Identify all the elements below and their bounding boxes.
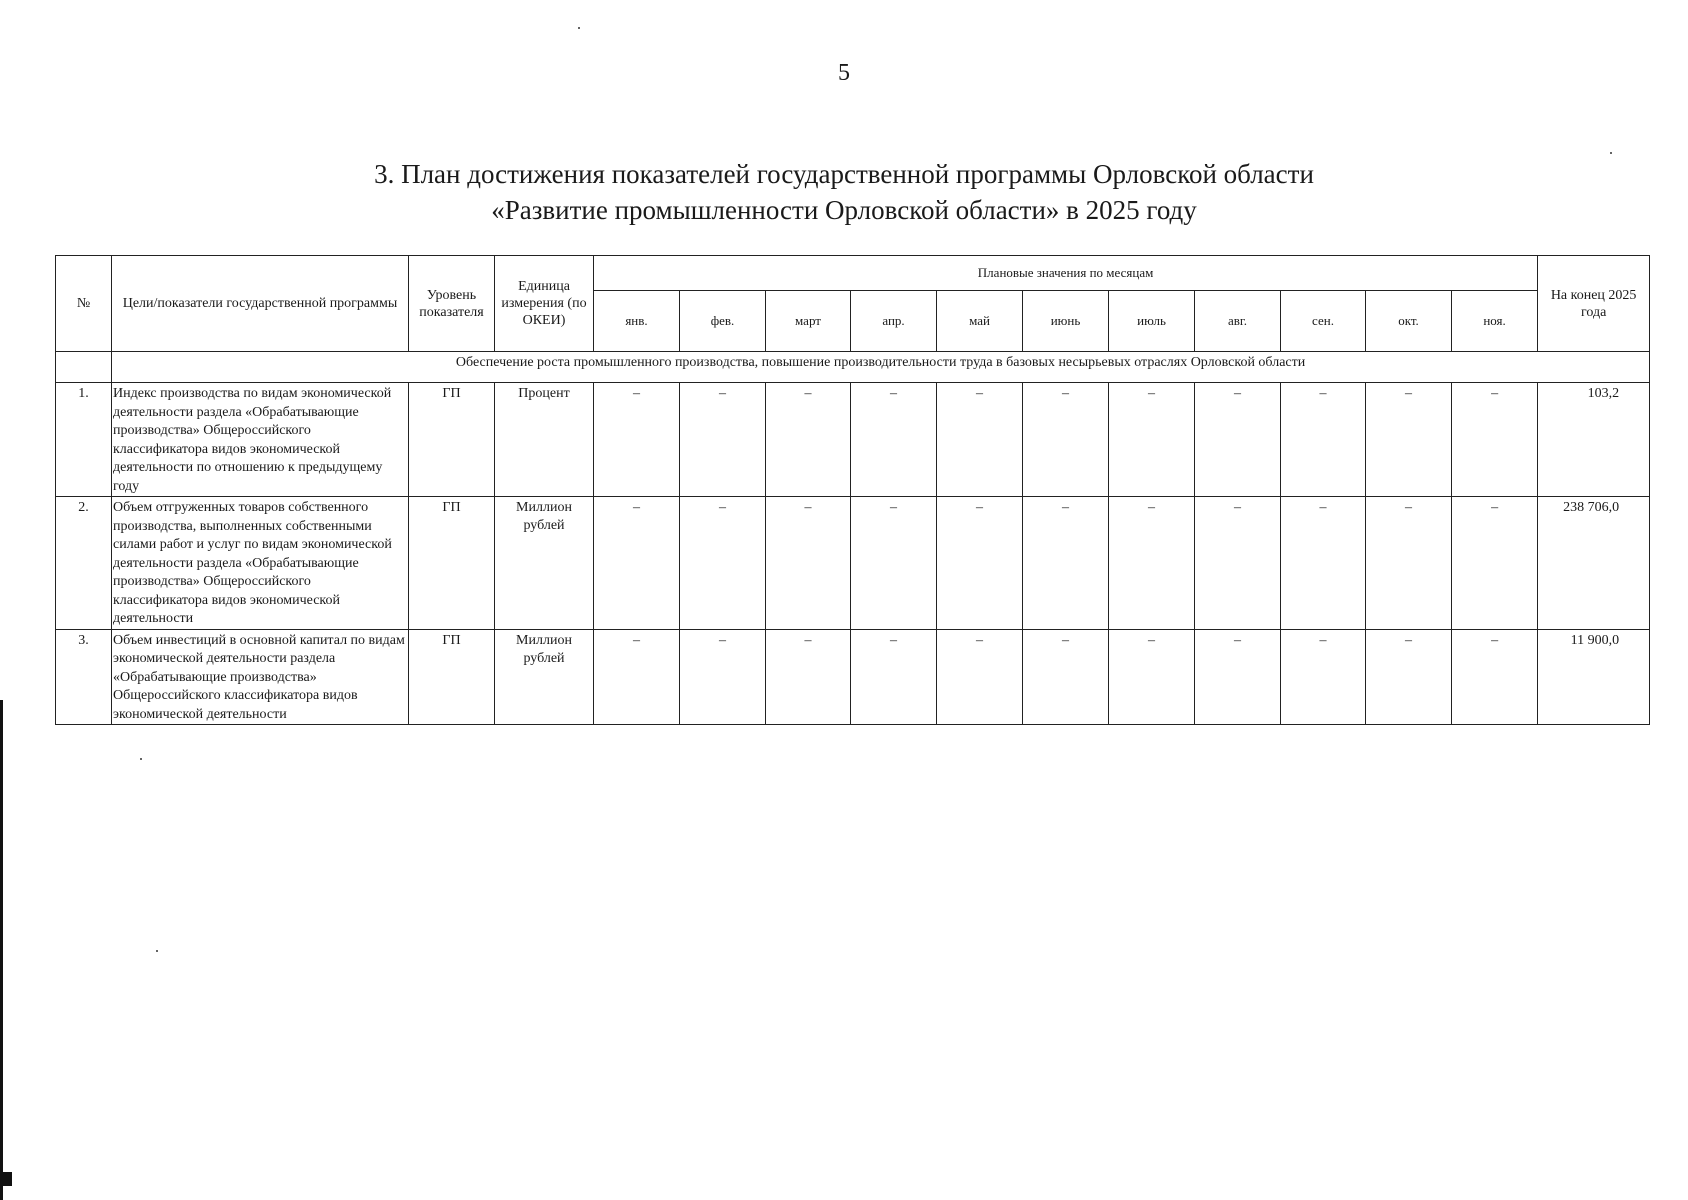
row-month-value: – — [766, 497, 851, 630]
page-number: 5 — [838, 60, 850, 86]
scan-left-edge — [0, 700, 3, 1200]
header-total: На конец 2025 года — [1538, 256, 1650, 352]
table-row — [56, 497, 1650, 630]
row-month-value: – — [1109, 383, 1195, 497]
indicator-plan-table — [55, 255, 1650, 725]
scan-speck — [140, 758, 142, 760]
header-month: окт. — [1366, 291, 1452, 352]
header-plan-by-month: Плановые значения по месяцам — [594, 256, 1538, 291]
row-month-value: – — [1195, 383, 1281, 497]
row-month-value: – — [1452, 383, 1538, 497]
table-row — [56, 383, 1650, 497]
row-num: 1. — [56, 383, 112, 497]
row-level: ГП — [409, 629, 495, 725]
title-line-2: «Развитие промышленности Орловской области» в 2025 году — [491, 195, 1197, 225]
header-goal: Цели/показатели государственной программы — [112, 256, 409, 352]
section-row — [56, 352, 1650, 383]
header-level: Уровень показателя — [409, 256, 495, 352]
row-month-value: – — [1023, 383, 1109, 497]
row-month-value: – — [1452, 497, 1538, 630]
row-month-value: – — [851, 383, 937, 497]
table-row — [56, 629, 1650, 725]
row-month-value: – — [937, 497, 1023, 630]
row-month-value: – — [766, 629, 851, 725]
row-month-value: – — [1195, 497, 1281, 630]
section-title: Обеспечение роста промышленного производства, повышение производительности труда в базовых несырьевых отраслях Орловской области — [112, 352, 1650, 383]
row-month-value: – — [1109, 497, 1195, 630]
row-month-value: – — [851, 497, 937, 630]
row-total-value: 11 900,0 — [1538, 629, 1650, 725]
row-unit: Миллион рублей — [495, 629, 594, 725]
header-month: сен. — [1281, 291, 1366, 352]
row-unit: Миллион рублей — [495, 497, 594, 630]
title-line-1: 3. План достижения показателей государственной программы Орловской области — [374, 159, 1314, 189]
row-indicator-name: Объем инвестиций в основной капитал по видам экономической деятельности раздела «Обрабатывающие производства» Общероссийского классификатора видов экономической деятельности — [112, 629, 409, 725]
scan-speck — [578, 27, 580, 29]
row-month-value: – — [1281, 497, 1366, 630]
row-month-value: – — [1023, 629, 1109, 725]
row-month-value: – — [937, 383, 1023, 497]
row-month-value: – — [680, 383, 766, 497]
row-total-value: 238 706,0 — [1538, 497, 1650, 630]
header-month: март — [766, 291, 851, 352]
scan-edge-mark — [0, 1172, 12, 1186]
scan-speck — [1610, 152, 1612, 154]
row-month-value: – — [594, 383, 680, 497]
header-month: янв. — [594, 291, 680, 352]
section-num-cell — [56, 352, 112, 383]
row-month-value: – — [594, 497, 680, 630]
header-num: № — [56, 256, 112, 352]
row-level: ГП — [409, 383, 495, 497]
row-month-value: – — [1281, 383, 1366, 497]
header-unit: Единица измерения (по ОКЕИ) — [495, 256, 594, 352]
row-month-value: – — [1281, 629, 1366, 725]
row-month-value: – — [766, 383, 851, 497]
header-month: ноя. — [1452, 291, 1538, 352]
header-row-top — [56, 256, 1650, 291]
header-month: июль — [1109, 291, 1195, 352]
row-unit: Процент — [495, 383, 594, 497]
row-num: 2. — [56, 497, 112, 630]
row-month-value: – — [1452, 629, 1538, 725]
row-month-value: – — [1366, 629, 1452, 725]
row-indicator-name: Индекс производства по видам экономической деятельности раздела «Обрабатывающие производства» Общероссийского классификатора видов экономической деятельности по отношению к предыдущему году — [112, 383, 409, 497]
header-month: июнь — [1023, 291, 1109, 352]
document-title — [200, 156, 1488, 228]
row-month-value: – — [937, 629, 1023, 725]
row-month-value: – — [1366, 497, 1452, 630]
row-num: 3. — [56, 629, 112, 725]
header-month: фев. — [680, 291, 766, 352]
row-month-value: – — [594, 629, 680, 725]
row-indicator-name: Объем отгруженных товаров собственного производства, выполненных собственными силами работ и услуг по видам экономической деятельности раздела «Обрабатывающие производства» Общероссийского классификатора видов экономической деятельности — [112, 497, 409, 630]
row-month-value: – — [1023, 497, 1109, 630]
row-month-value: – — [680, 629, 766, 725]
header-month: май — [937, 291, 1023, 352]
row-month-value: – — [1109, 629, 1195, 725]
row-month-value: – — [1195, 629, 1281, 725]
header-month: авг. — [1195, 291, 1281, 352]
row-level: ГП — [409, 497, 495, 630]
scan-speck — [156, 950, 158, 952]
row-total-value: 103,2 — [1538, 383, 1650, 497]
row-month-value: – — [680, 497, 766, 630]
header-month: апр. — [851, 291, 937, 352]
row-month-value: – — [1366, 383, 1452, 497]
row-month-value: – — [851, 629, 937, 725]
